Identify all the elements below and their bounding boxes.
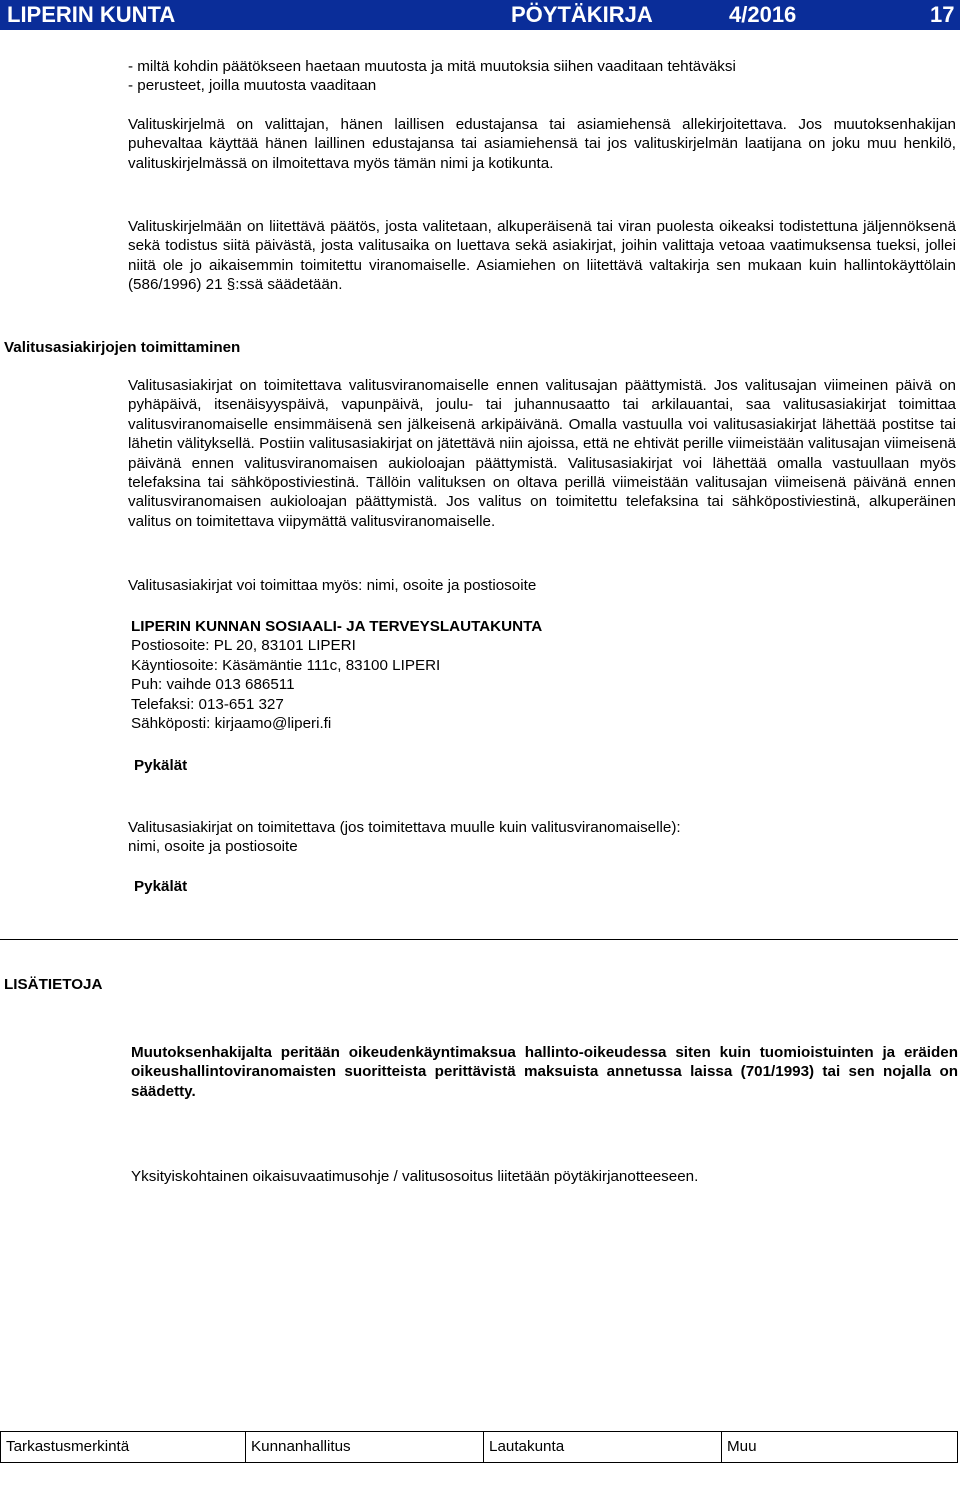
section-divider bbox=[0, 939, 958, 940]
footer-cell-inspection: Tarkastusmerkintä bbox=[0, 1432, 245, 1462]
list-item: - miltä kohdin päätökseen haetaan muutosta ja mitä muutoksia siihen vaaditaan tehtäväksi bbox=[128, 58, 736, 75]
alt-delivery-line: nimi, osoite ja postiosoite bbox=[128, 838, 298, 856]
sections-label: Pykälät bbox=[134, 757, 188, 774]
alt-delivery-block bbox=[128, 818, 956, 857]
organization-name: LIPERIN KUNTA bbox=[7, 2, 176, 27]
email-address: Sähköposti: kirjaamo@liperi.fi bbox=[131, 715, 332, 733]
fax-number: Telefaksi: 013-651 327 bbox=[131, 695, 284, 713]
document-number: 4/2016 bbox=[729, 2, 797, 27]
authority-name: LIPERIN KUNNAN SOSIAALI- JA TERVEYSLAUTAKUNTA bbox=[131, 618, 543, 635]
fee-paragraph: Muutoksenhakijalta peritään oikeudenkäyntimaksua hallinto-oikeudessa siten kuin tuomioistuinten ja eräiden oikeushallintoviranomaisten suoritteista perittävistä maksuista annetussa laissa (701/1993) tai sen nojalla on säädetty. bbox=[131, 1044, 958, 1100]
detailed-note: Yksityiskohtainen oikaisuvaatimusohje / valitusosoitus liitetään pöytäkirjanotteeseen. bbox=[131, 1168, 699, 1185]
attachments-paragraph: Valituskirjelmään on liitettävä päätös, josta valitetaan, alkuperäisenä tai viran puolesta oikeaksi todistettuna jäljennöksenä sekä todistus siitä päivästä, josta valitusaika on luettava sekä asiakirjat, joihin valittaja vetoaa vaatimuksensa tueksi, jollei niitä ole jo aikaisemmin toimitettu viranomaiselle. Asiamiehen on liitettävä valtakirja sen mukaan kuin hallintokäyttölain (586/1996) 21 §:ssä säädetään. bbox=[128, 218, 956, 294]
signature-paragraph: Valituskirjelmä on valittajan, hänen laillisen edustajansa tai asiamiehensä allekirjoitettava. Jos muutoksenhakijan puhevaltaa käyttää hänen laillinen edustajansa tai asiamiehensä tai jos valituskirjelmän laatijana on joku muu henkilö, valituskirjelmässä on ilmoitettava myös tämän nimi ja kotikunta. bbox=[128, 116, 956, 172]
phone-number: Puh: vaihde 013 686511 bbox=[131, 676, 295, 694]
sections-label: Pykälät bbox=[134, 878, 188, 895]
delivery-paragraph: Valitusasiakirjat on toimitettava valitusviranomaiselle ennen valitusajan päättymistä. Jos valitusajan viimeinen päivä on pyhäpäivä, itsenäisyyspäivä, vapunpäivä, joulu- tai juhannusaatto tai arkilauantai, saa valitusasiakirjat toimittaa valitusviranomaiselle ensimmäisenä sen jälkeisenä arkipäivänä. Omalla vastuulla voi valitusasiakirjat lähettää postitse tai lähetin välityksellä. Postiin valitusasiakirjat on jätettävä niin ajoissa, että ne ehtivät perille viimeistään valitusajan viimeisenä päivänä ennen valitusviranomaisen aukioloajan päättymistä. Valitusasiakirjat voi lähettää omalla vastuullaan myös telefaksina tai sähköpostiviestinä. Tällöin valituksen on oltava perillä viimeistään valitusajan viimeisenä päivänä ennen valitusviranomaisen aukioloajan päättymistä. Jos valitus on toimitettu telefaksina tai sähköpostiviestinä, alkuperäinen valitus on toimitettava viipymättä valitusviranomaiselle. bbox=[128, 377, 956, 530]
visiting-address: Käyntiosoite: Käsämäntie 111c, 83100 LIPERI bbox=[131, 656, 441, 674]
delivery-section-heading: Valitusasiakirjojen toimittaminen bbox=[4, 339, 241, 356]
document-type: PÖYTÄKIRJA bbox=[511, 2, 653, 27]
footer-cell-other: Muu bbox=[721, 1432, 958, 1462]
address-block bbox=[131, 617, 959, 733]
postal-address: Postiosoite: PL 20, 83101 LIPERI bbox=[131, 637, 356, 655]
delivery-intro: Valitusasiakirjat voi toimittaa myös: nimi, osoite ja postiosoite bbox=[128, 577, 537, 594]
page-number: 17 bbox=[930, 2, 955, 27]
alt-delivery-line: Valitusasiakirjat on toimitettava (jos toimitettava muulle kuin valitusviranomaiselle): bbox=[128, 819, 681, 836]
additional-info-heading: LISÄTIETOJA bbox=[4, 976, 103, 993]
footer-cell-council: Kunnanhallitus bbox=[245, 1432, 483, 1462]
page-footer bbox=[0, 1431, 958, 1463]
footer-cell-board: Lautakunta bbox=[483, 1432, 721, 1462]
appeal-requirements-list bbox=[128, 57, 956, 96]
page-header bbox=[0, 0, 960, 30]
list-item: - perusteet, joilla muutosta vaaditaan bbox=[128, 77, 377, 95]
